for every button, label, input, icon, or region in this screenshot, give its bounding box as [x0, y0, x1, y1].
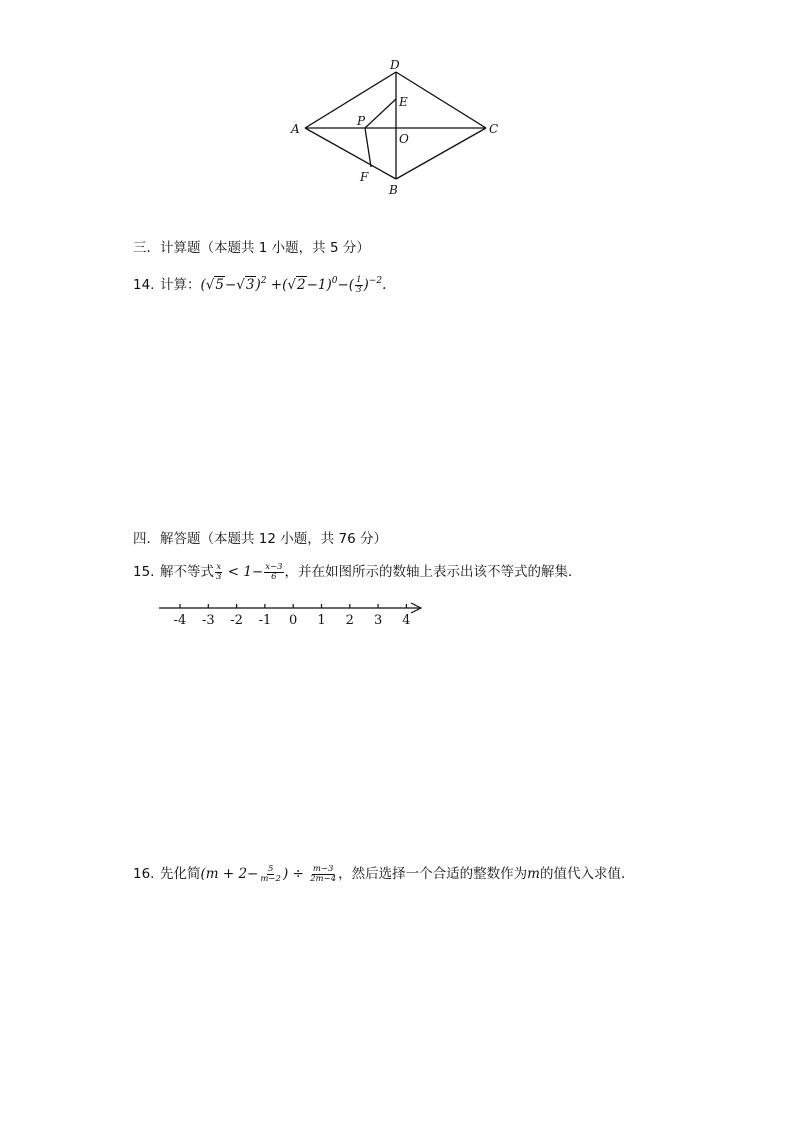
segment-pe [365, 99, 396, 128]
label-e: E [399, 95, 408, 109]
problem-suffix: 的值代入求值． [539, 866, 635, 882]
label-o: O [399, 132, 409, 146]
label-a: A [291, 122, 300, 136]
rhombus-figure [280, 55, 510, 205]
fraction-one-third: $\frac{1}{3}$ [356, 275, 362, 295]
number-line [155, 598, 430, 630]
segment-pf [365, 128, 371, 167]
edge-ad [305, 72, 396, 128]
exponent-2: 2 [260, 276, 267, 286]
problem-16 [133, 864, 634, 884]
axis-tick-label: -3 [201, 613, 215, 628]
edge-cb [396, 128, 486, 179]
radicand-5: 5 [215, 277, 224, 293]
problem-16-expression: (m + 2− $\frac{5}{m-2}$ ) ÷ $\frac{m-3}{2m-4}$ [200, 864, 337, 884]
problem-prefix: 计算： [160, 277, 201, 293]
label-c: C [489, 122, 499, 136]
axis-tick-label: 1 [317, 613, 326, 628]
edge-ba [305, 128, 396, 179]
radicand-2: 2 [297, 277, 306, 293]
problem-prefix: 解不等式 [160, 564, 214, 580]
axis-tick-label: 4 [402, 613, 411, 628]
problem-15-inequality: $\frac{x}{3}$ < 1− $\frac{x-3}{6}$ [216, 562, 283, 582]
label-d: D [390, 58, 400, 72]
problem-number: 16. [133, 866, 155, 882]
axis-tick-label: -2 [230, 613, 243, 628]
axis-tick-label: 2 [345, 613, 354, 628]
section-heading-answers: 四．解答题（本题共 12 小题，共 76 分） [133, 531, 388, 547]
problem-suffix: ，并在如图所示的数轴上表示出该不等式的解集． [284, 564, 582, 580]
radicand-3: 3 [245, 277, 255, 293]
axis-tick-label: -4 [173, 613, 187, 628]
axis-tick-label: 0 [289, 613, 298, 628]
problem-mid: ，然后选择一个合适的整数作为 [338, 866, 528, 882]
axis-tick-label: -1 [258, 613, 272, 628]
exponent-0: 0 [331, 276, 338, 286]
exponent-neg2: −2 [368, 276, 383, 286]
problem-number: 14. [133, 277, 155, 293]
problem-14-expression: $(√5-√3)^2 +(√2-1)^0-$( $\frac{1}{3}$ )$^{-2}$. [200, 275, 387, 295]
edge-dc [396, 72, 486, 128]
variable-m: m [527, 866, 540, 882]
section-heading-calculation: 三．计算题（本题共 1 小题，共 5 分） [133, 240, 370, 256]
problem-number: 15. [133, 564, 155, 580]
problem-prefix: 先化简 [160, 866, 201, 882]
problem-14 [133, 271, 386, 295]
label-f: F [360, 170, 369, 184]
label-p: P [357, 114, 366, 128]
problem-15 [133, 562, 582, 582]
label-b: B [389, 183, 398, 197]
axis-tick-label: 3 [373, 613, 383, 628]
